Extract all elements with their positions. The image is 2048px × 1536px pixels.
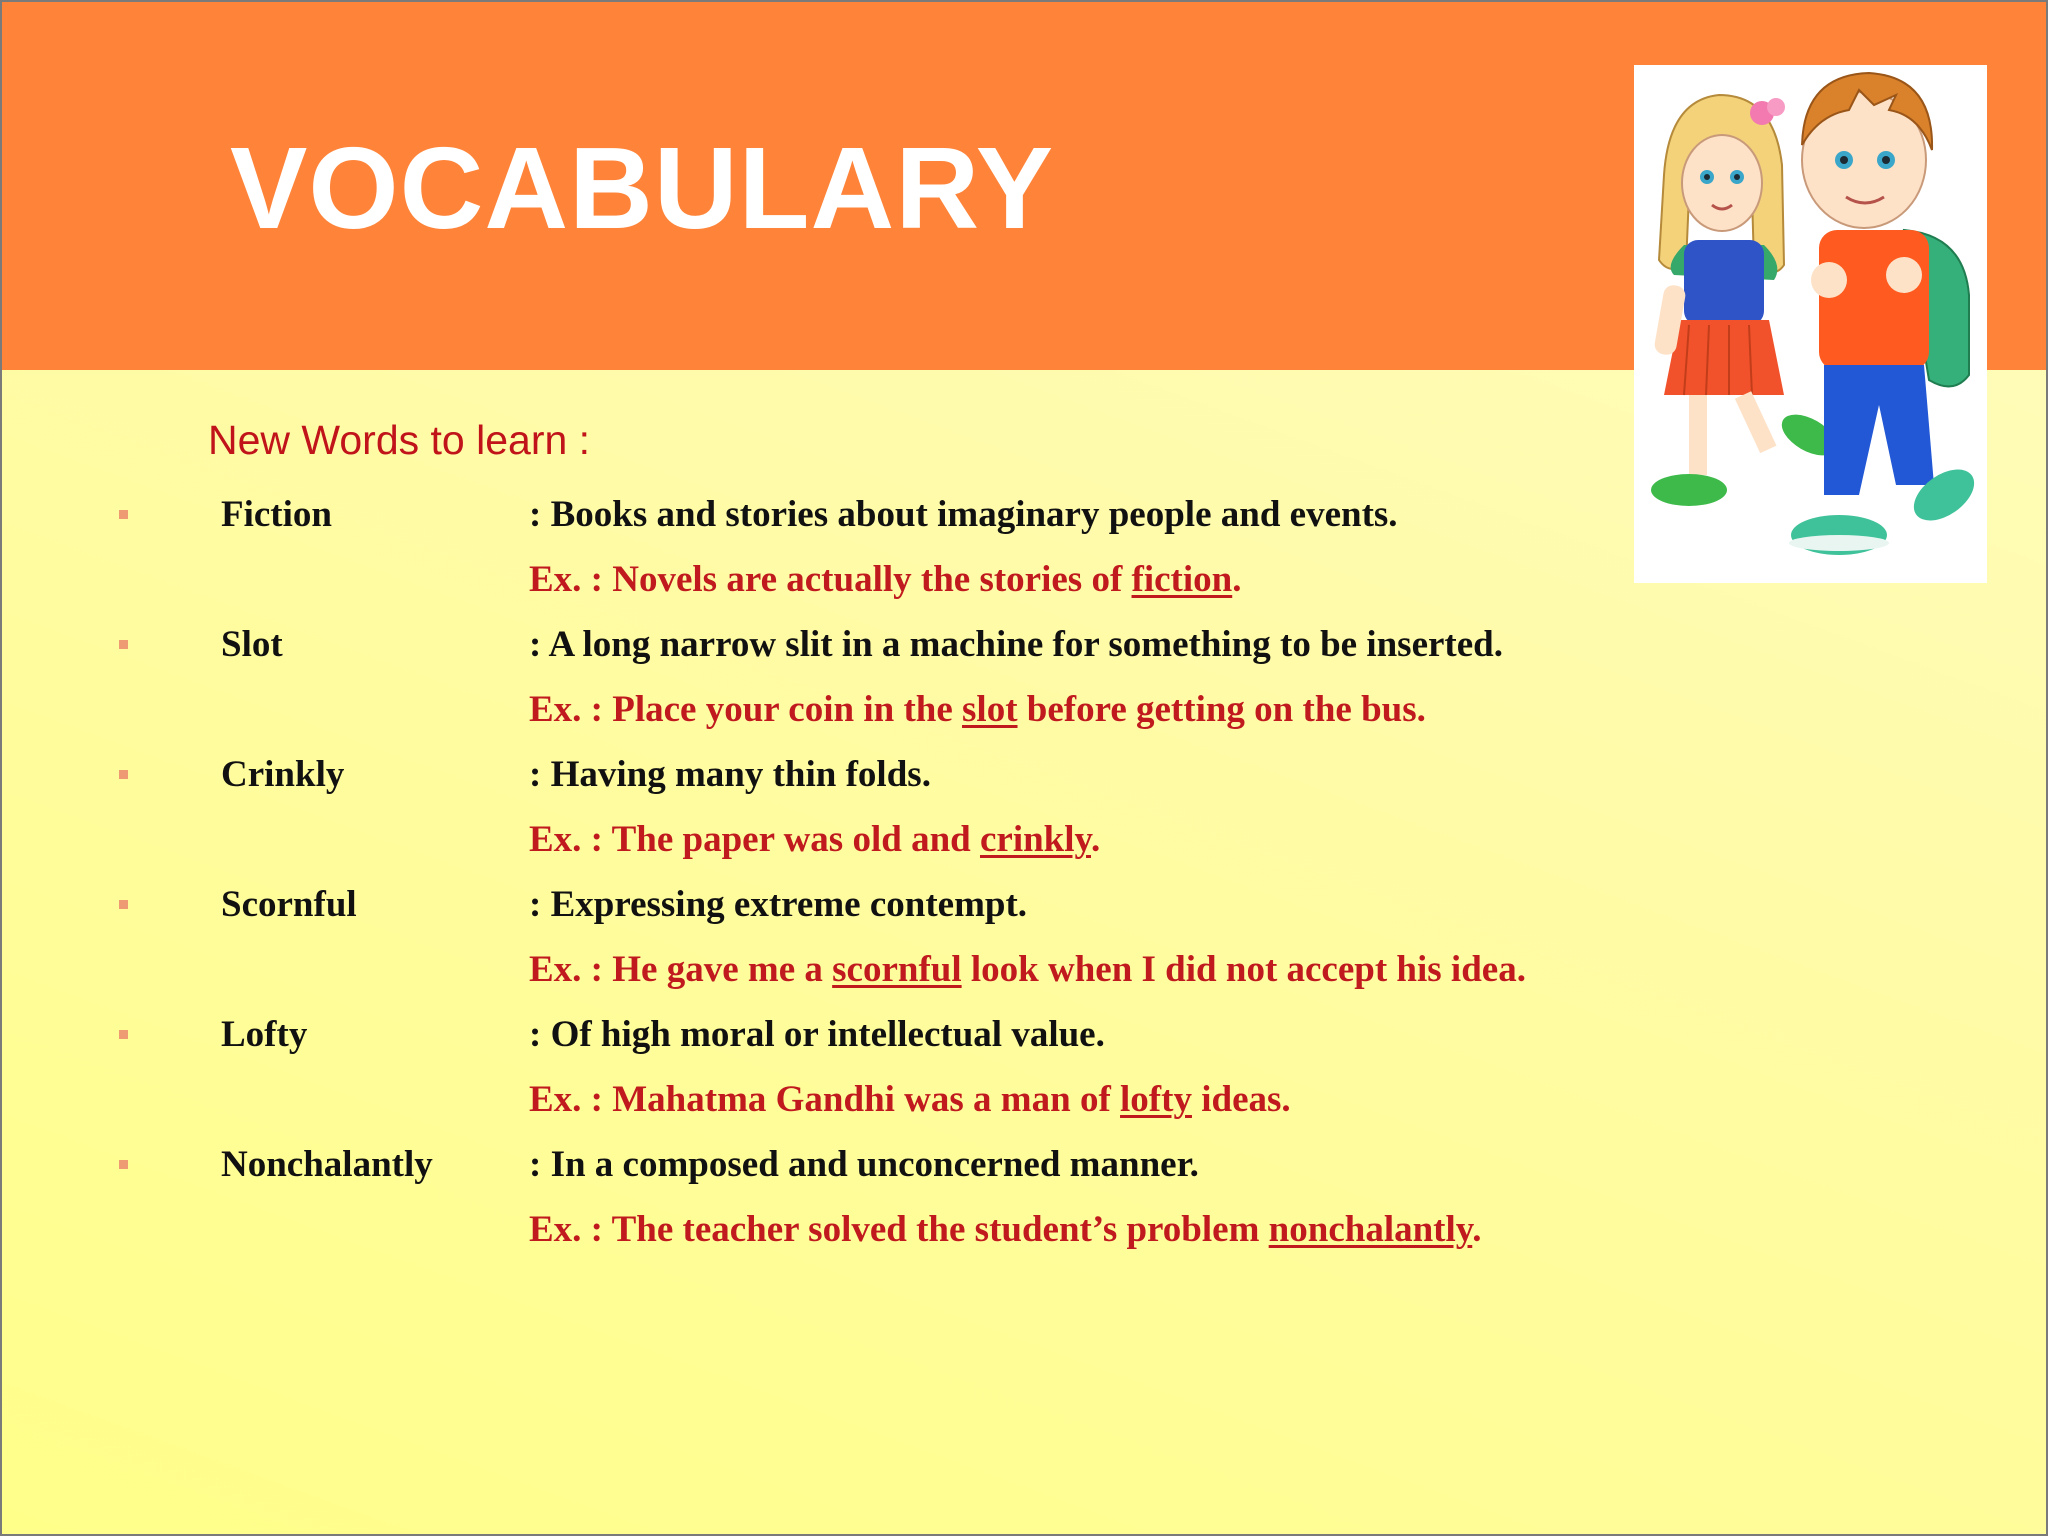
term: Slot (221, 624, 283, 665)
example-text-after: ideas. (1191, 1079, 1291, 1120)
term-line (2, 612, 1642, 677)
example-text-after: look when I did not accept his idea. (961, 949, 1526, 990)
example-highlighted-word: lofty (1120, 1079, 1192, 1120)
bullet-icon (119, 1030, 128, 1039)
term-line (2, 742, 1642, 807)
example-line (2, 677, 1642, 742)
definition: : In a composed and unconcerned manner. (529, 1144, 1199, 1185)
example-line (2, 1067, 1642, 1132)
term: Nonchalantly (221, 1144, 433, 1185)
kids-illustration-icon (1634, 65, 1987, 583)
term-line (2, 482, 1642, 547)
example-sentence (529, 807, 1100, 872)
bullet-icon (119, 900, 128, 909)
example-highlighted-word: nonchalantly (1268, 1209, 1473, 1250)
example-text-before: Ex. : He gave me a (529, 949, 833, 990)
term-line (2, 1002, 1642, 1067)
slide-title: VOCABULARY (230, 123, 1055, 253)
example-text-before: Ex. : Mahatma Gandhi was a man of (529, 1079, 1121, 1120)
term: Fiction (221, 494, 332, 535)
example-highlighted-word: fiction (1131, 559, 1233, 600)
definition: : Books and stories about imaginary people and events. (529, 494, 1398, 535)
definition: : Of high moral or intellectual value. (529, 1014, 1105, 1055)
example-line (2, 937, 1642, 1002)
definition: : Expressing extreme contempt. (529, 884, 1028, 925)
example-text-before: Ex. : The paper was old and (529, 819, 980, 860)
subtitle: New Words to learn : (208, 417, 591, 463)
term-line (2, 872, 1642, 937)
example-highlighted-word: scornful (832, 949, 962, 990)
example-text-before: Ex. : Place your coin in the (529, 689, 963, 730)
term: Crinkly (221, 754, 345, 795)
boy-figure (1789, 73, 1983, 555)
example-highlighted-word: slot (962, 689, 1018, 730)
term: Lofty (221, 1014, 308, 1055)
example-sentence (529, 547, 1241, 612)
bullet-icon (119, 770, 128, 779)
example-text-before: Ex. : The teacher solved the student’s problem (529, 1209, 1269, 1250)
example-text-before: Ex. : Novels are actually the stories of (529, 559, 1132, 600)
example-line (2, 1197, 1642, 1262)
kids-with-backpacks-illustration (1634, 65, 1987, 583)
term-line (2, 1132, 1642, 1197)
example-text-after: before getting on the bus. (1017, 689, 1426, 730)
bullet-icon (119, 1160, 128, 1169)
example-text-after: . (1472, 1209, 1482, 1250)
definition: : Having many thin folds. (529, 754, 931, 795)
example-sentence (529, 1067, 1291, 1132)
bullet-icon (119, 640, 128, 649)
example-sentence (529, 937, 1526, 1002)
example-sentence (529, 677, 1426, 742)
example-sentence (529, 1197, 1482, 1262)
bullet-icon (119, 510, 128, 519)
example-line (2, 807, 1642, 872)
vocabulary-list (2, 482, 1642, 1262)
example-highlighted-word: crinkly (979, 819, 1092, 860)
definition: : A long narrow slit in a machine for something to be inserted. (529, 624, 1503, 665)
example-text-after: . (1091, 819, 1101, 860)
example-text-after: . (1232, 559, 1242, 600)
example-line (2, 547, 1642, 612)
term: Scornful (221, 884, 357, 925)
